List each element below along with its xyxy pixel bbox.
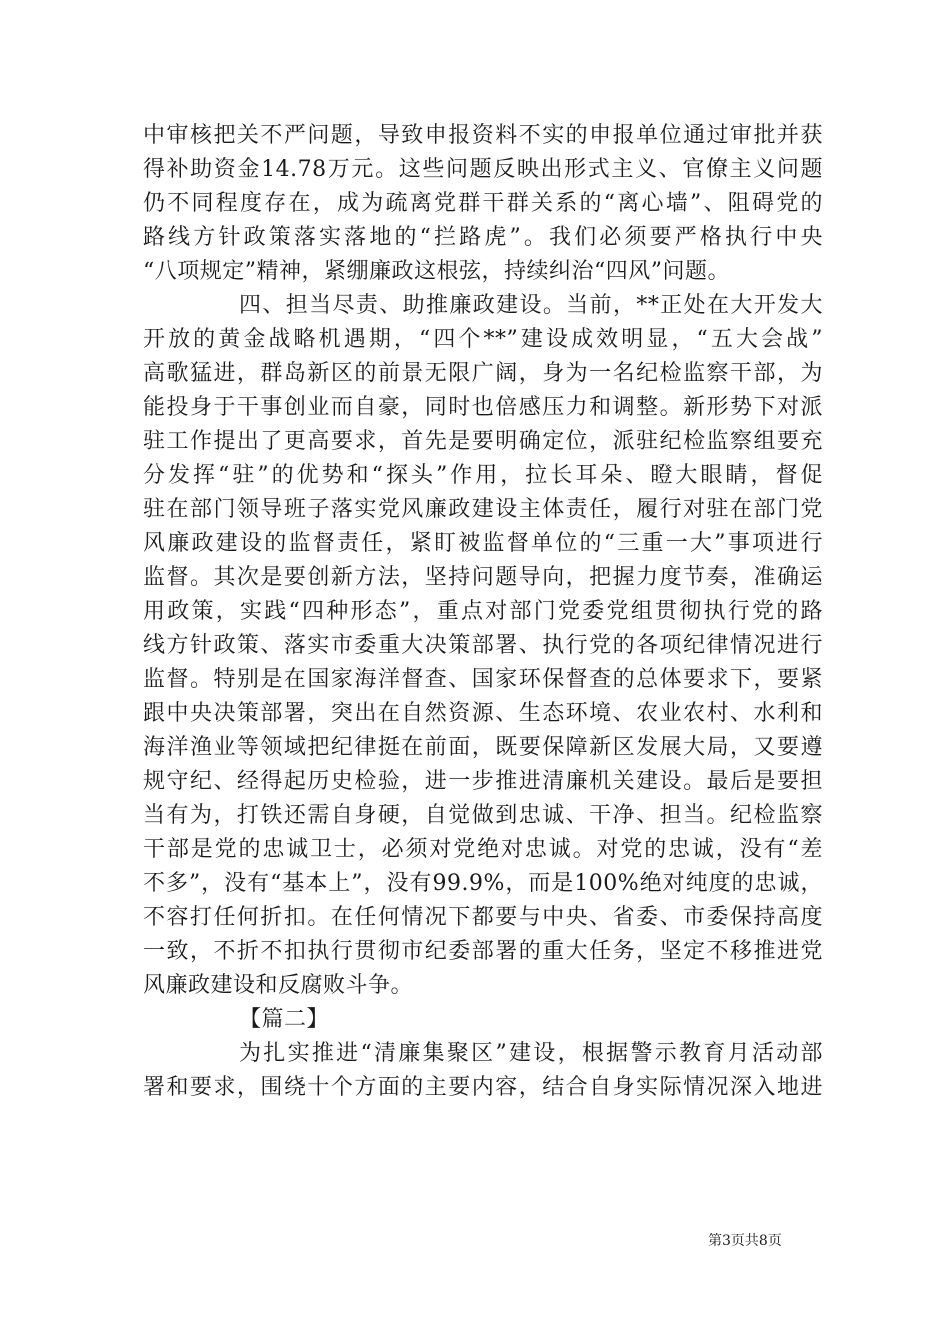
text-line: 海洋渔业等领域把纪律挺在前面，既要保障新区发展大局，又要遵 <box>143 735 823 760</box>
text-line: 四、担当尽责、助推廉政建设。当前，**正处在大开发大 <box>239 293 823 318</box>
text-line: 开放的黄金战略机遇期，“四个**”建设成效明显，“五大会战” <box>143 327 823 352</box>
text-line: 监督。其次是要创新方法，坚持问题导向，把握力度节奏，准确运 <box>143 565 823 590</box>
section-heading <box>143 1003 823 1037</box>
text-line: 不多”，没有“基本上”，没有99.9%，而是100%绝对纯度的忠诚， <box>143 871 823 896</box>
text-line: 监督。特别是在国家海洋督查、国家环保督查的总体要求下，要紧 <box>143 667 823 692</box>
text-line: 能投身于干事创业而自豪，同时也倍感压力和调整。新形势下对派 <box>143 395 823 420</box>
text-line: 风廉政建设的监督责任，紧盯被监督单位的“三重一大”事项进行 <box>143 531 823 556</box>
text-line: 线方针政策、落实市委重大决策部署、执行党的各项纪律情况进行 <box>143 633 823 658</box>
text-line: 一致，不折不扣执行贯彻市纪委部署的重大任务，坚定不移推进党 <box>143 939 823 964</box>
text-line: 用政策，实践“四种形态”，重点对部门党委党组贯彻执行党的路 <box>143 599 823 624</box>
text-line: 驻工作提出了更高要求，首先是要明确定位，派驻纪检监察组要充 <box>143 429 823 454</box>
text-line: 得补助资金14.78万元。这些问题反映出形式主义、官僚主义问题 <box>143 157 823 182</box>
body-text <box>143 119 823 1105</box>
section-title: 【篇二】 <box>239 1007 330 1032</box>
text-line: 驻在部门领导班子落实党风廉政建设主体责任，履行对驻在部门党 <box>143 497 823 522</box>
text-line: 风廉政建设和反腐败斗争。 <box>143 973 414 998</box>
paragraph-1 <box>143 119 823 289</box>
text-line: 不容打任何折扣。在任何情况下都要与中央、省委、市委保持高度 <box>143 905 823 930</box>
text-line: 高歌猛进，群岛新区的前景无限广阔，身为一名纪检监察干部，为 <box>143 361 823 386</box>
text-line: 跟中央决策部署，突出在自然资源、生态环境、农业农村、水利和 <box>143 701 823 726</box>
text-line: 署和要求，围绕十个方面的主要内容，结合自身实际情况深入地进 <box>143 1075 823 1100</box>
text-line: 为扎实推进“清廉集聚区”建设，根据警示教育月活动部 <box>239 1041 823 1066</box>
paragraph-3 <box>143 1037 823 1105</box>
text-line: 当有为，打铁还需自身硬，自觉做到忠诚、干净、担当。纪检监察 <box>143 803 823 828</box>
paragraph-2 <box>143 289 823 1003</box>
text-line: 仍不同程度存在，成为疏离党群干群关系的“离心墙”、阻碍党的 <box>143 191 823 216</box>
text-line: 中审核把关不严问题，导致申报资料不实的申报单位通过审批并获 <box>143 123 823 148</box>
text-line: 规守纪、经得起历史检验，进一步推进清廉机关建设。最后是要担 <box>143 769 823 794</box>
text-line: 分发挥“驻”的优势和“探头”作用，拉长耳朵、瞪大眼睛，督促 <box>143 463 823 488</box>
text-line: 干部是党的忠诚卫士，必须对党绝对忠诚。对党的忠诚，没有“差 <box>143 837 823 862</box>
text-line: “八项规定”精神，紧绷廉政这根弦，持续纠治“四风”问题。 <box>143 259 730 284</box>
page-number: 第3页共8页 <box>708 1233 782 1249</box>
text-line: 路线方针政策落实落地的“拦路虎”。我们必须要严格执行中央 <box>143 225 823 250</box>
